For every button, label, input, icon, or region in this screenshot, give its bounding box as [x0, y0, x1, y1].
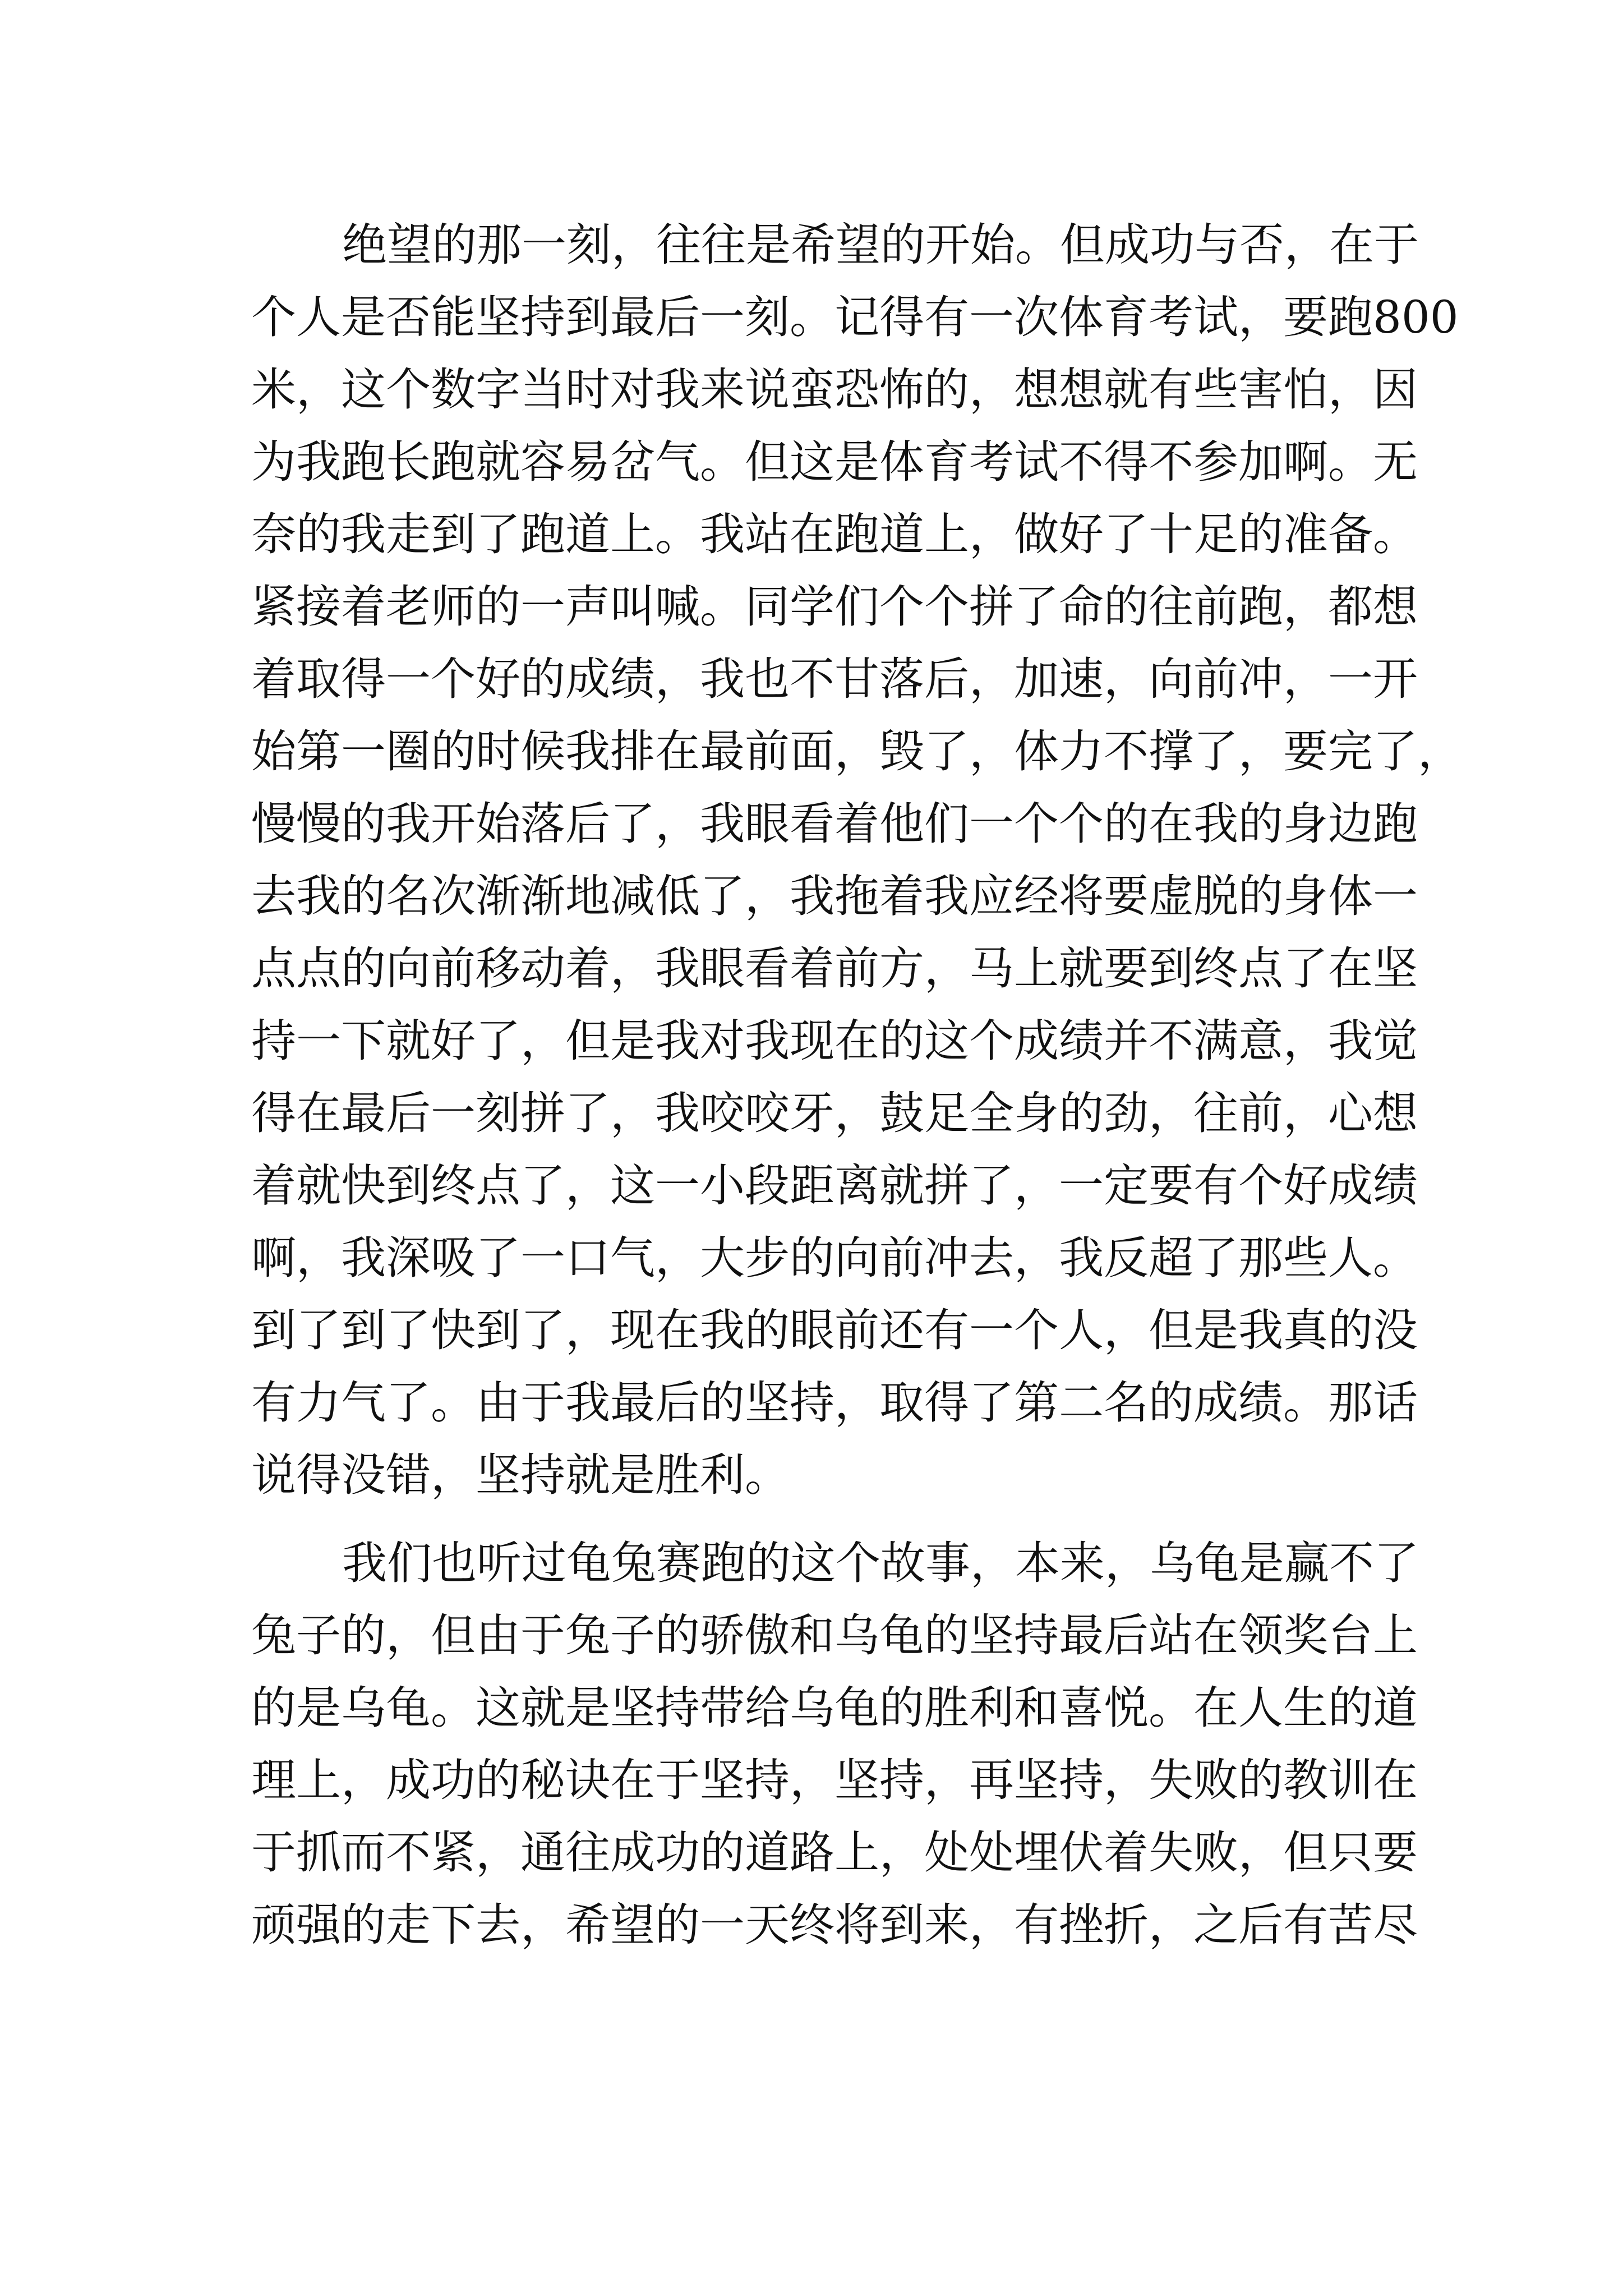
paragraph-1 — [251, 209, 1463, 1511]
paragraph-line: 慢慢的我开始落后了，我眼看着他们一个个的在我的身边跑 — [251, 798, 1418, 850]
paragraph-line: 持一下就好了，但是我对我现在的这个成绩并不满意，我觉 — [251, 1015, 1418, 1067]
paragraph-line: 到了到了快到了，现在我的眼前还有一个人，但是我真的没 — [251, 1304, 1418, 1356]
paragraph-line: 说得没错，坚持就是胜利。 — [251, 1449, 790, 1501]
paragraph-line: 得在最后一刻拼了，我咬咬牙，鼓足全身的劲，往前，心想 — [251, 1087, 1418, 1139]
paragraph-line: 于抓而不紧，通往成功的道路上，处处埋伏着失败，但只要 — [251, 1826, 1418, 1879]
paragraph-line: 理上，成功的秘诀在于坚持，坚持，再坚持，失败的教训在 — [251, 1754, 1418, 1806]
paragraph-line: 的是乌龟。这就是坚持带给乌龟的胜利和喜悦。在人生的道 — [251, 1682, 1418, 1734]
paragraph-line: 个人是否能坚持到最后一刻。记得有一次体育考试，要跑800 — [251, 291, 1459, 343]
paragraph-line: 米，这个数字当时对我来说蛮恐怖的，想想就有些害怕，因 — [251, 364, 1418, 416]
paragraph-line: 点点的向前移动着，我眼看着前方，马上就要到终点了在坚 — [251, 942, 1418, 995]
paragraph-line: 顽强的走下去，希望的一天终将到来，有挫折，之后有苦尽 — [251, 1899, 1418, 1951]
paragraph-line: 奈的我走到了跑道上。我站在跑道上，做好了十足的准备。 — [251, 508, 1418, 560]
paragraph-line: 啊，我深吸了一口气，大步的向前冲去，我反超了那些人。 — [251, 1232, 1418, 1284]
paragraph-line: 绝望的那一刻，往往是希望的开始。但成功与否，在于 — [342, 219, 1419, 271]
paragraph-line: 兔子的，但由于兔子的骄傲和乌龟的坚持最后站在领奖台上 — [251, 1609, 1418, 1662]
document-body — [251, 209, 1463, 1961]
paragraph-line: 始第一圈的时候我排在最前面，毁了，体力不撑了，要完了， — [251, 725, 1463, 777]
paragraph-line: 着取得一个好的成绩，我也不甘落后，加速，向前冲，一开 — [251, 653, 1418, 705]
paragraph-2 — [251, 1527, 1419, 1961]
paragraph-line: 有力气了。由于我最后的坚持，取得了第二名的成绩。那话 — [251, 1377, 1418, 1429]
paragraph-line: 去我的名次渐渐地减低了，我拖着我应经将要虚脱的身体一 — [251, 870, 1418, 922]
paragraph-line: 为我跑长跑就容易岔气。但这是体育考试不得不参加啊。无 — [251, 436, 1418, 488]
paragraph-gap — [251, 1511, 1395, 1527]
paragraph-line: 我们也听过龟兔赛跑的这个故事，本来，乌龟是赢不了 — [342, 1537, 1419, 1589]
paragraph-line: 着就快到终点了，这一小段距离就拼了，一定要有个好成绩 — [251, 1159, 1418, 1212]
paragraph-line: 紧接着老师的一声叫喊。同学们个个拼了命的往前跑，都想 — [251, 581, 1418, 633]
